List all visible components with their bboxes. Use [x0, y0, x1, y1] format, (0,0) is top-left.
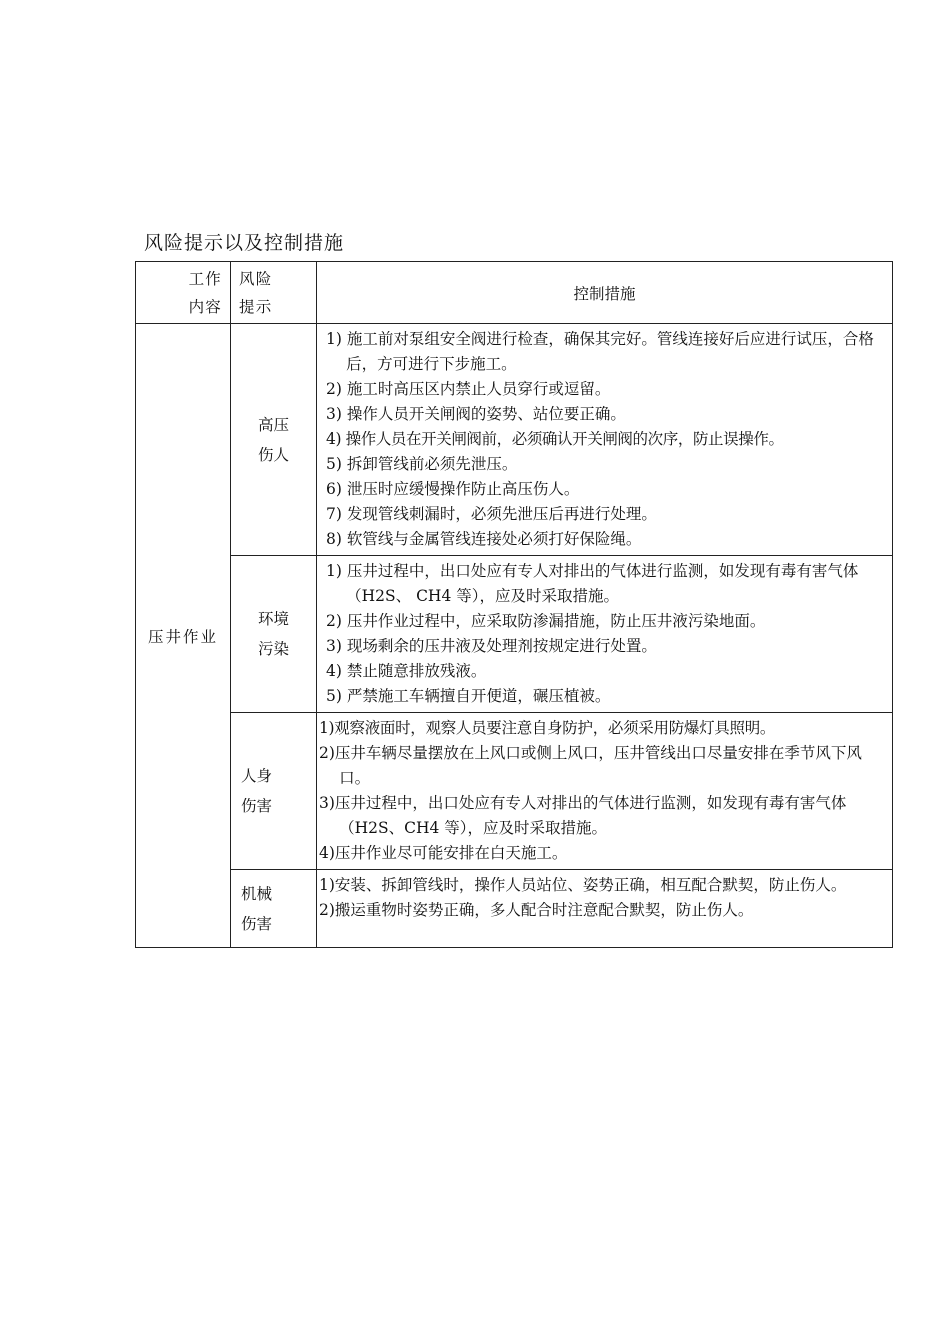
risk-label-line1: 环境: [257, 610, 289, 628]
measure-item: 2) 压井作业过程中，应采取防渗漏措施，防止压井液污染地面。: [326, 612, 766, 630]
risk-cell-environment: [231, 556, 317, 713]
risk-label-line1: 人身: [241, 767, 273, 785]
header-work-line1: 工作: [188, 269, 222, 288]
risk-label-line1: 高压: [257, 415, 289, 434]
table-row: [136, 870, 893, 948]
header-risk: [231, 262, 317, 324]
measure-item: 7) 发现管线刺漏时，必须先泄压后再进行处理。: [326, 505, 657, 523]
work-content-cell: 压井作业: [136, 324, 231, 948]
risk-control-table: [135, 261, 893, 948]
measure-item: 5) 拆卸管线前必须先泄压。: [326, 455, 518, 473]
measure-item: 4)压井作业尽可能安排在白天施工。: [319, 844, 568, 862]
measure-item: 3)压井过程中，出口处应有专人对排出的气体进行监测，如发现有毒有害气体（H2S、CH4 等），应及时采取措施。: [319, 794, 847, 837]
risk-label-line2: 污染: [257, 640, 289, 658]
risk-cell-mechanical-injury: [231, 870, 317, 948]
header-work-line2: 内容: [188, 297, 222, 316]
measure-item: 6) 泄压时应缓慢操作防止高压伤人。: [326, 480, 580, 498]
table-row: [136, 324, 893, 556]
measure-item: 3) 现场剩余的压井液及处理剂按规定进行处置。: [326, 637, 657, 655]
measure-item: 4) 操作人员在开关闸阀前，必须确认开关闸阀的次序，防止误操作。: [326, 430, 784, 448]
measure-item: 5) 严禁施工车辆擅自开便道，碾压植被。: [326, 687, 611, 705]
measures-cell: [317, 324, 893, 556]
measure-item: 3) 操作人员开关闸阀的姿势、站位要正确。: [326, 405, 626, 423]
risk-cell-personal-injury: [231, 713, 317, 870]
header-measures: 控制措施: [317, 262, 893, 324]
measure-item: 1)安装、拆卸管线时，操作人员站位、姿势正确，相互配合默契，防止伤人。: [319, 876, 847, 894]
table-row: [136, 556, 893, 713]
measure-item: 2)搬运重物时姿势正确，多人配合时注意配合默契，防止伤人。: [319, 901, 754, 919]
measure-item: 1) 施工前对泵组安全阀进行检查，确保其完好。管线连接好后应进行试压，合格后，方可进行下步施工。: [326, 330, 874, 373]
risk-cell-high-pressure: [231, 324, 317, 556]
risk-label-line2: 伤害: [241, 914, 273, 933]
table-header-row: [136, 262, 893, 324]
header-risk-line1: 风险: [239, 269, 273, 288]
header-work-content: [136, 262, 231, 324]
measure-item: 4) 禁止随意排放残液。: [326, 662, 487, 680]
measure-item: 1)观察液面时，观察人员要注意自身防护，必须采用防爆灯具照明。: [319, 719, 776, 737]
table-row: [136, 713, 893, 870]
measure-item: 1) 压井过程中，出口处应有专人对排出的气体进行监测，如发现有毒有害气体（H2S、 CH4 等），应及时采取措施。: [326, 562, 859, 605]
measures-cell: [317, 713, 893, 870]
page-title: 风险提示以及控制措施: [144, 232, 345, 254]
measures-cell: [317, 556, 893, 713]
risk-label-line1: 机械: [241, 884, 273, 903]
measure-item: 2)压井车辆尽量摆放在上风口或侧上风口，压井管线出口尽量安排在季节风下风口。: [319, 744, 862, 787]
measure-item: 2) 施工时高压区内禁止人员穿行或逗留。: [326, 380, 611, 398]
risk-label-line2: 伤人: [257, 445, 289, 464]
measures-cell: [317, 870, 893, 948]
header-risk-line2: 提示: [239, 297, 273, 316]
measure-item: 8) 软管线与金属管线连接处必须打好保险绳。: [326, 530, 642, 548]
risk-label-line2: 伤害: [241, 797, 273, 815]
